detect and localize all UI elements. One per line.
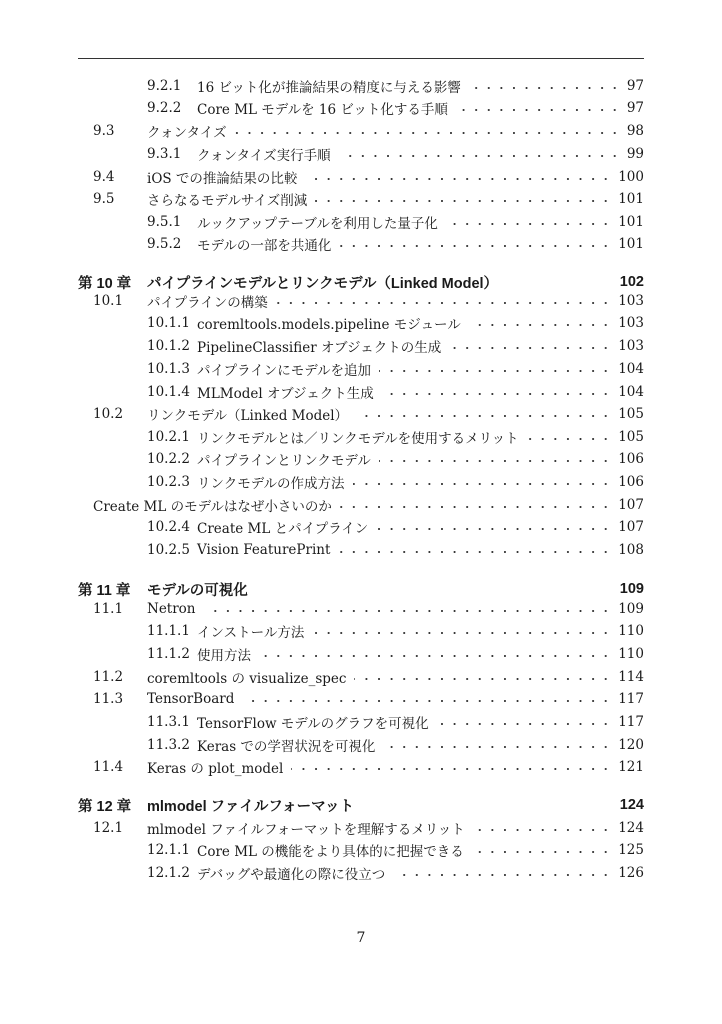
- toc-entry-title: パイプラインとリンクモデル: [197, 453, 371, 469]
- toc-entry-title: Keras の plot_model: [147, 761, 284, 777]
- toc-entry-number: 10.1.4: [147, 384, 190, 400]
- toc-entry-page: 105: [618, 429, 644, 445]
- toc-chapter-entry[interactable]: [78, 795, 644, 815]
- toc-entry-number: 10.2.5: [147, 542, 190, 558]
- toc-entry-title: リンクモデルとは／リンクモデルを使用するメリット: [197, 431, 519, 447]
- toc-entry-number: 10.1: [93, 293, 124, 309]
- toc-entry-number: 11.2: [93, 669, 124, 685]
- dot-leader: [276, 300, 612, 306]
- toc-chapter-entry[interactable]: [78, 272, 644, 292]
- toc-entry[interactable]: [78, 98, 644, 118]
- toc-entry-number: 11.1.2: [147, 646, 190, 662]
- toc-entry-page: 110: [618, 646, 644, 662]
- dot-leader: [315, 198, 612, 204]
- toc-entry-page: 102: [619, 274, 644, 290]
- toc-entry-title: Keras での学習状況を可視化: [197, 739, 376, 755]
- dot-leader: [340, 504, 612, 510]
- toc-entry-page: 99: [626, 146, 644, 162]
- dot-leader: [446, 221, 612, 227]
- toc-entry-title: リンクモデル（Linked Model）: [147, 408, 349, 424]
- toc-entry-page: 104: [618, 384, 644, 400]
- page-number: 7: [356, 930, 366, 946]
- toc-entry-page: 101: [618, 236, 644, 252]
- toc-entry[interactable]: [78, 212, 644, 232]
- dot-leader: [472, 849, 612, 855]
- toc-entry-page: 107: [618, 497, 644, 513]
- toc-entry-page: 109: [618, 601, 644, 617]
- toc-chapter-entry[interactable]: [78, 579, 644, 599]
- toc-entry-number: 9.5.1: [147, 214, 182, 230]
- toc-entry-number: 第 10 章: [78, 275, 132, 292]
- toc-entry[interactable]: [78, 517, 644, 537]
- toc-entry-page: 101: [618, 191, 644, 207]
- toc-entry-number: 10.1.1: [147, 315, 190, 331]
- toc-entry-page: 101: [618, 214, 644, 230]
- toc-entry-page: 124: [618, 820, 644, 836]
- dot-leader: [456, 107, 621, 113]
- toc-entry[interactable]: [78, 382, 644, 402]
- toc-entry-number: 11.3: [93, 691, 124, 707]
- toc-entry-page: 106: [618, 474, 644, 490]
- toc-entry-number: 11.1.1: [147, 623, 190, 639]
- toc-entry-page: 125: [618, 842, 644, 858]
- toc-entry-title: TensorBoard: [147, 691, 235, 707]
- toc-entry-title: モデルの一部を共通化: [197, 238, 332, 254]
- dot-leader: [339, 153, 621, 159]
- dot-leader: [312, 630, 612, 636]
- toc-entry-page: 121: [618, 759, 644, 775]
- dot-leader: [527, 436, 612, 442]
- toc-entry-title: デバッグや最適化の際に役立つ: [197, 867, 386, 883]
- toc-entry-number: 10.2.1: [147, 429, 190, 445]
- dot-leader: [339, 243, 612, 249]
- toc-entry-number: 12.1.2: [147, 865, 190, 881]
- toc-entry[interactable]: [78, 689, 644, 709]
- toc-entry-number: 11.3.2: [147, 737, 190, 753]
- toc-entry[interactable]: [78, 540, 644, 560]
- toc-entry[interactable]: [78, 621, 644, 641]
- toc-entry[interactable]: [78, 818, 644, 838]
- dot-leader: [469, 322, 612, 328]
- toc-entry-number: 9.4: [93, 169, 115, 185]
- toc-entry-number: 9.3: [93, 123, 115, 139]
- toc-entry[interactable]: [78, 427, 644, 447]
- dot-leader: [354, 676, 612, 682]
- toc-entry[interactable]: [78, 449, 644, 469]
- dot-leader: [259, 653, 612, 659]
- toc-entry-number: 12.1: [93, 820, 124, 836]
- toc-entry[interactable]: [78, 735, 644, 755]
- toc-entry-page: 103: [618, 315, 644, 331]
- toc-entry[interactable]: [78, 757, 644, 777]
- toc-entry-page: 117: [618, 691, 644, 707]
- toc-entry-page: 110: [618, 623, 644, 639]
- toc-entry-page: 105: [618, 406, 644, 422]
- toc-entry-page: 107: [618, 519, 644, 535]
- dot-leader: [242, 698, 612, 704]
- toc-entry-title: PipelineClassifier オブジェクトの生成: [197, 340, 442, 356]
- toc-entry-title: 16 ビット化が推論結果の精度に与える影響: [197, 80, 461, 96]
- toc-entry-title: さらなるモデルサイズ削減: [147, 193, 308, 209]
- toc-entry-number: 9.5.2: [147, 236, 182, 252]
- dot-leader: [473, 827, 612, 833]
- toc-entry-page: 117: [618, 714, 644, 730]
- toc-entry[interactable]: [78, 167, 644, 187]
- toc-entry-title: coremltools.models.pipeline モジュール: [197, 317, 461, 333]
- dot-leader: [382, 391, 612, 397]
- toc-entry[interactable]: [78, 313, 644, 333]
- toc-entry-title: mlmodel ファイルフォーマットを理解するメリット: [147, 822, 465, 838]
- toc-entry-title: パイプラインモデルとリンクモデル（Linked Model）: [147, 275, 499, 292]
- toc-entry-title: TensorFlow モデルのグラフを可視化: [197, 716, 429, 732]
- toc-entry-title: ルックアップテーブルを利用した量子化: [197, 216, 438, 232]
- toc-entry[interactable]: [78, 234, 644, 254]
- toc-entry-page: 103: [618, 293, 644, 309]
- toc-entry-number: 第 12 章: [78, 798, 132, 815]
- toc-entry-page: 106: [618, 451, 644, 467]
- dot-leader: [305, 176, 612, 182]
- toc-entry-title: Vision FeaturePrint: [197, 542, 331, 558]
- toc-entry-page: 120: [618, 737, 644, 753]
- toc-entry[interactable]: [78, 76, 644, 96]
- dot-leader: [204, 608, 612, 614]
- toc-entry[interactable]: [78, 644, 644, 664]
- toc-entry-number: 11.4: [93, 759, 124, 775]
- dot-leader: [393, 872, 612, 878]
- toc-entry[interactable]: [78, 404, 644, 424]
- toc-entry-title: Netron: [147, 601, 196, 617]
- toc-entry-page: 124: [619, 797, 644, 813]
- toc-entry-number: 10.1.3: [147, 361, 190, 377]
- toc-entry-page: 97: [626, 100, 644, 116]
- toc-entry-title: リンクモデルの作成方法: [197, 476, 345, 492]
- toc-entry-title: mlmodel ファイルフォーマット: [147, 798, 355, 815]
- toc-entry-page: 126: [618, 865, 644, 881]
- toc-entry-number: 10.2.4: [147, 519, 190, 535]
- toc-entry-page: 97: [626, 78, 644, 94]
- dot-leader: [338, 549, 612, 555]
- header-rule: [78, 58, 644, 59]
- toc-entry-title: モデルの可視化: [147, 582, 248, 599]
- toc-entry-number: 9.5: [93, 191, 115, 207]
- toc-entry-title: Create ML とパイプライン: [197, 521, 369, 537]
- toc-entry[interactable]: [78, 291, 644, 311]
- toc-entry[interactable]: [78, 712, 644, 732]
- toc-entry-page: 103: [618, 338, 644, 354]
- toc-entry-title: 使用方法: [197, 648, 251, 664]
- toc-entry[interactable]: [78, 599, 644, 619]
- toc-entry-number: 12.1.1: [147, 842, 190, 858]
- toc-entry[interactable]: [78, 840, 644, 860]
- toc-entry-page: 100: [618, 169, 644, 185]
- toc-entry[interactable]: [78, 336, 644, 356]
- dot-leader: [376, 526, 612, 532]
- toc-entry-number: 11.1: [93, 601, 124, 617]
- dot-leader: [356, 413, 612, 419]
- dot-leader: [449, 345, 612, 351]
- toc-entry-page: 114: [618, 669, 644, 685]
- toc-entry[interactable]: [78, 189, 644, 209]
- dot-leader: [383, 744, 612, 750]
- toc-entry-page: 108: [618, 542, 644, 558]
- toc-entry-title: クォンタイズ: [147, 125, 227, 141]
- dot-leader: [437, 721, 612, 727]
- toc-entry-number: 10.2.2: [147, 451, 190, 467]
- toc-entry-number: 11.3.1: [147, 714, 190, 730]
- toc-entry-number: 9.2.2: [147, 100, 182, 116]
- toc-entry-title: iOS での推論結果の比較: [147, 171, 298, 187]
- toc-entry-title: coremltools の visualize_spec: [147, 671, 347, 687]
- toc-entry[interactable]: [78, 472, 644, 492]
- dot-leader: [379, 368, 612, 374]
- toc-entry-title: Create ML のモデルはなぜ小さいのか: [93, 499, 332, 515]
- dot-leader: [353, 481, 612, 487]
- toc-entry-number: 第 11 章: [78, 582, 131, 599]
- dot-leader: [469, 85, 621, 91]
- toc-entry-title: MLModel オブジェクト生成: [197, 386, 374, 402]
- toc-entry-title: クォンタイズ実行手順: [197, 148, 331, 164]
- toc-entry-number: 10.1.2: [147, 338, 190, 354]
- toc-entry-page: 109: [619, 581, 644, 597]
- toc-entry[interactable]: [78, 863, 644, 883]
- toc-entry[interactable]: [78, 144, 644, 164]
- toc-entry-number: 10.2.3: [147, 474, 190, 490]
- dot-leader: [291, 766, 612, 772]
- toc-entry-number: 9.2.1: [147, 78, 182, 94]
- toc-entry[interactable]: [78, 359, 644, 379]
- toc-entry[interactable]: [78, 495, 644, 515]
- toc-entry-page: 98: [626, 123, 644, 139]
- toc-entry-number: 10.2: [93, 406, 124, 422]
- toc-entry-title: インストール方法: [197, 625, 305, 641]
- dot-leader: [235, 130, 621, 136]
- toc-entry[interactable]: [78, 121, 644, 141]
- toc-entry-title: Core ML の機能をより具体的に把握できる: [197, 844, 464, 860]
- toc-entry-title: パイプラインの構築: [147, 295, 268, 311]
- toc-entry[interactable]: [78, 667, 644, 687]
- toc-entry-title: パイプラインにモデルを追加: [197, 363, 372, 379]
- dot-leader: [379, 458, 612, 464]
- toc-entry-page: 104: [618, 361, 644, 377]
- toc-entry-number: 9.3.1: [147, 146, 182, 162]
- toc-entry-title: Core ML モデルを 16 ビット化する手順: [197, 102, 448, 118]
